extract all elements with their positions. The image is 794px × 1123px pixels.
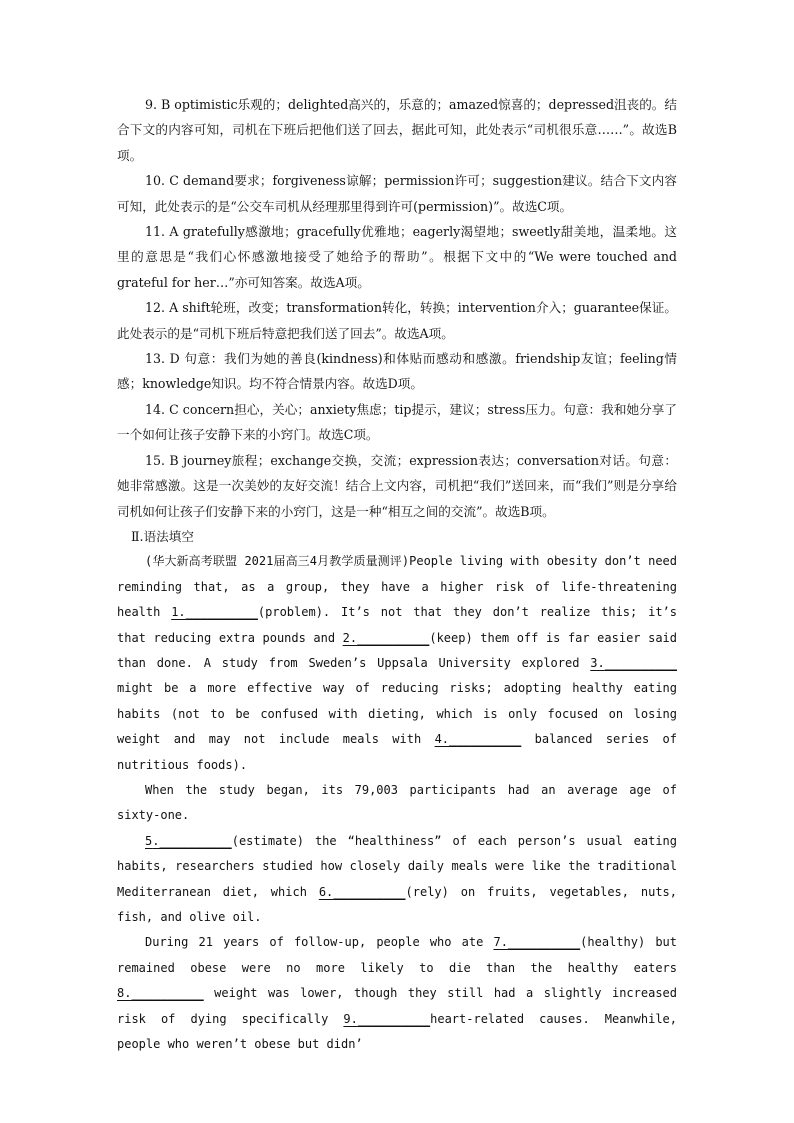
blank-3[interactable]: 3.__________ — [590, 655, 677, 670]
passage-paragraph-2: When the study began, its 79,003 participants had an average age of sixty-one. — [117, 782, 677, 823]
blank-5[interactable]: 5.__________ — [145, 833, 232, 848]
answer-14: 14. C concern担心，关心；anxiety焦虑；tip提示，建议；stress压力。句意：我和她分享了一个如何让孩子安静下来的小窍门。故选C项。 — [117, 401, 677, 443]
blank-7[interactable]: 7.__________ — [493, 935, 581, 950]
blank-1[interactable]: 1.__________ — [171, 605, 258, 620]
answer-9: 9. B optimistic乐观的；delighted高兴的，乐意的；amazed惊喜的；depressed沮丧的。结合下文的内容可知，司机在下班后把他们送了回去，据此可知，此处表示“司机很乐意……”。故选B项。 — [117, 97, 677, 163]
answer-15: 15. B journey旅程；exchange交换，交流；expression表达；conversation对话。句意：她非常感激。这是一次美妙的友好交流！结合上文内容，司机把“我们”送回来，而“我们”则是分享给司机如何让孩子们安静下来的小窍门，这是一种“相互之间的交流”。故选B项。 — [117, 452, 677, 519]
passage-paragraph-3: 5.__________(estimate) the “healthiness” of each person’s usual eating habits, researchers studied how closely daily meals were like the traditional Mediterranean diet, which 6.__________(rely) on fruits, vegetables, nuts, fish, and olive oil. — [117, 833, 677, 924]
passage-paragraph-4: During 21 years of follow-up, people who ate 7.__________(healthy) but remained obese were no more likely to die than the healthy eaters 8.__________ weight was lower, though they still had a slightly increased risk of dying specifically 9.__________heart-related causes. Meanwhile, people who weren’t obese but didn’ — [117, 935, 678, 1052]
answer-12: 12. A shift轮班，改变；transformation转化，转换；intervention介入；guarantee保证。此处表示的是“司机下班后特意把我们送了回去”。故选A项。 — [117, 300, 677, 341]
answer-10: 10. C demand要求；forgiveness谅解；permission许可；suggestion建议。结合下文内容可知，此处表示的是“公交车司机从经理那里得到许可(permission)”。故选C项。 — [117, 173, 677, 214]
blank-9[interactable]: 9.__________ — [343, 1011, 431, 1026]
blank-4[interactable]: 4.__________ — [434, 732, 522, 747]
passage-paragraph-1: (华大新高考联盟 2021届高三4月教学质量测评)People living with obesity don’t need reminding that, as a group, they have a higher risk of life-threatening health 1.__________(problem). It’s not that they don’t realize this; it’s that reducing extra pounds and 2.__________(keep) them off is far easier said than done. A study from Sweden’s Uppsala University explored 3.__________ might be a more effective way of reducing risks; adopting healthy eating habits (not to be confused with dieting, which is only focused on losing weight and may not include meals with 4.__________ balanced series of nutritious foods). — [117, 554, 677, 772]
answer-13: 13. D 句意：我们为她的善良(kindness)和体贴而感动和感激。friendship友谊；feeling情感；knowledge知识。均不符合情景内容。故选D项。 — [117, 351, 677, 392]
answer-11: 11. A gratefully感激地；gracefully优雅地；eagerly渴望地；sweetly甜美地，温柔地。这里的意思是“我们心怀感激地接受了她给予的帮助”。根据下文中的“We were touched and grateful for her…”亦可知答案。故选A项。 — [117, 224, 677, 290]
blank-8[interactable]: 8.__________ — [117, 986, 204, 1001]
blank-6[interactable]: 6.__________ — [318, 884, 406, 899]
grammar-passage — [117, 549, 677, 1057]
document-page — [117, 92, 677, 1057]
section-heading: Ⅱ.语法填空 — [131, 528, 194, 544]
blank-2[interactable]: 2.__________ — [342, 630, 430, 645]
